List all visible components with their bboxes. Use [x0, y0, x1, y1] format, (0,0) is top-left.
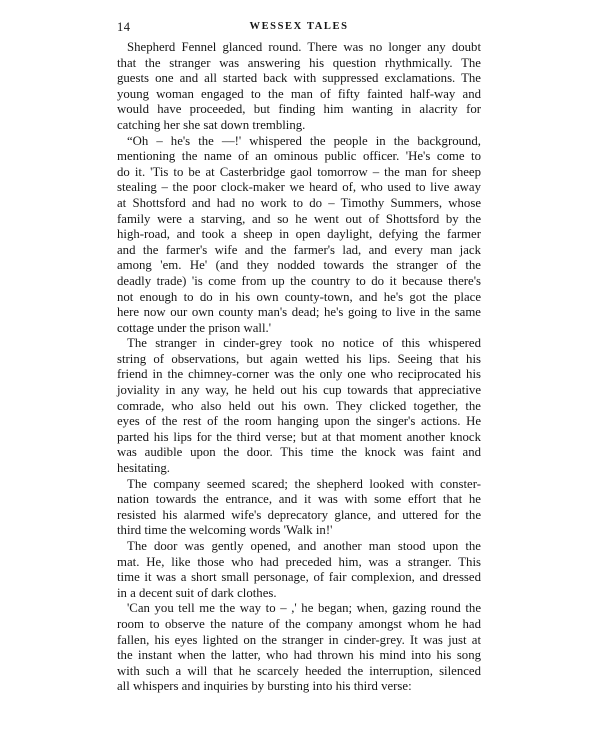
- text-line: joviality in any way, he held out his cup towards that appreciative: [117, 383, 481, 398]
- text-line: hesitating.: [117, 461, 170, 476]
- text-line: Shepherd Fennel glanced round. There was no longer any doubt: [127, 40, 481, 54]
- text-line: among 'em. He' (and they nodded towards the stranger of the: [117, 258, 481, 273]
- paragraph: [117, 336, 481, 476]
- text-line: here now our own county man's dead; he's going to live in the same: [117, 305, 481, 320]
- text-line: do it. 'Tis to be at Casterbridge gaol tomorrow – the man for sheep: [117, 164, 481, 179]
- text-line: stealing – the poor clock-maker we heard of, who used to live away: [117, 180, 481, 195]
- text-line: cottage under the prison wall.': [117, 320, 272, 335]
- text-line: The door was gently opened, and another man stood upon the: [127, 539, 481, 553]
- running-title: WESSEX TALES: [249, 21, 349, 32]
- paragraph: [117, 539, 481, 601]
- running-head: [117, 20, 481, 38]
- text-line: was audible upon the door. This time the knock was faint and: [117, 445, 481, 460]
- text-line: with such a will that he scarcely heeded the interruption, silenced: [117, 663, 481, 678]
- text-line: the instant when the latter, who had thrown his mind into his song: [117, 648, 481, 663]
- paragraph: [117, 477, 481, 539]
- text-line: parted his lips for the third verse; but at that moment another knock: [117, 429, 481, 444]
- text-line: comrade, who also held out his own. They clicked together, the: [117, 398, 481, 413]
- text-line: catching her she sat down trembling.: [117, 117, 306, 132]
- paragraph: [117, 601, 481, 695]
- book-page: [117, 20, 481, 695]
- text-line: at Shottsford and had no work to do – Timothy Summers, whose: [117, 195, 481, 210]
- text-line: third time the welcoming words 'Walk in!': [117, 523, 333, 538]
- paragraph: [117, 134, 481, 337]
- text-line: guests one and all started back with suppressed exclamations. The: [117, 71, 481, 86]
- text-line: in a decent suit of dark clothes.: [117, 585, 277, 600]
- text-line: deadly trade) 'is come from up the country to do it because there's: [117, 273, 481, 288]
- body-text: [117, 40, 481, 695]
- text-line: mentioning the name of an ominous public officer. 'He's come to: [117, 149, 481, 164]
- text-line: mat. He, like those who had preceded him, was a stranger. This: [117, 554, 481, 569]
- text-line: eyes of the rest of the room hanging upon the singer's actions. He: [117, 414, 481, 429]
- text-line: The company seemed scared; the shepherd looked with conster-: [127, 476, 481, 491]
- text-line: high-road, and took a sheep in open daylight, defying the farmer: [117, 227, 481, 242]
- text-line: young woman engaged to the man of fifty fainted half-way and: [117, 86, 481, 101]
- page-number: 14: [117, 20, 131, 34]
- text-line: all whispers and inquiries by bursting into his third verse:: [117, 679, 412, 694]
- text-line: time it was a short small personage, of fair complexion, and dressed: [117, 570, 481, 585]
- text-line: and the farmer's wife and the farmer's lad, and every man jack: [117, 242, 481, 257]
- text-line: The stranger in cinder-grey took no notice of this whispered: [127, 336, 481, 351]
- text-line: string of observations, but again wetted his lips. Seeing that his: [117, 351, 481, 366]
- text-line: fallen, his eyes lighted on the stranger in cinder-grey. It was just at: [117, 632, 481, 647]
- text-line: nation towards the entrance, and it was with some effort that he: [117, 492, 481, 507]
- text-line: 'Can you tell me the way to – ,' he began; when, gazing round the: [127, 601, 481, 616]
- text-line: would have proceeded, but finding him wanting in alacrity for: [117, 102, 481, 117]
- text-line: friend in the chimney-corner was the only one who reciprocated his: [117, 367, 481, 382]
- text-line: not enough to do in his own county-town, and he's got the place: [117, 289, 481, 304]
- text-line: resisted his alarmed wife's deprecatory glance, and uttered for the: [117, 507, 481, 522]
- text-line: “Oh – he's the —!' whispered the people in the background,: [127, 133, 481, 148]
- text-line: family were a starving, and so he went out of Shottsford by the: [117, 211, 481, 226]
- text-line: room to observe the nature of the company amongst whom he had: [117, 616, 481, 631]
- text-line: that the stranger was answering his question rhythmically. The: [117, 55, 481, 70]
- paragraph: [117, 40, 481, 134]
